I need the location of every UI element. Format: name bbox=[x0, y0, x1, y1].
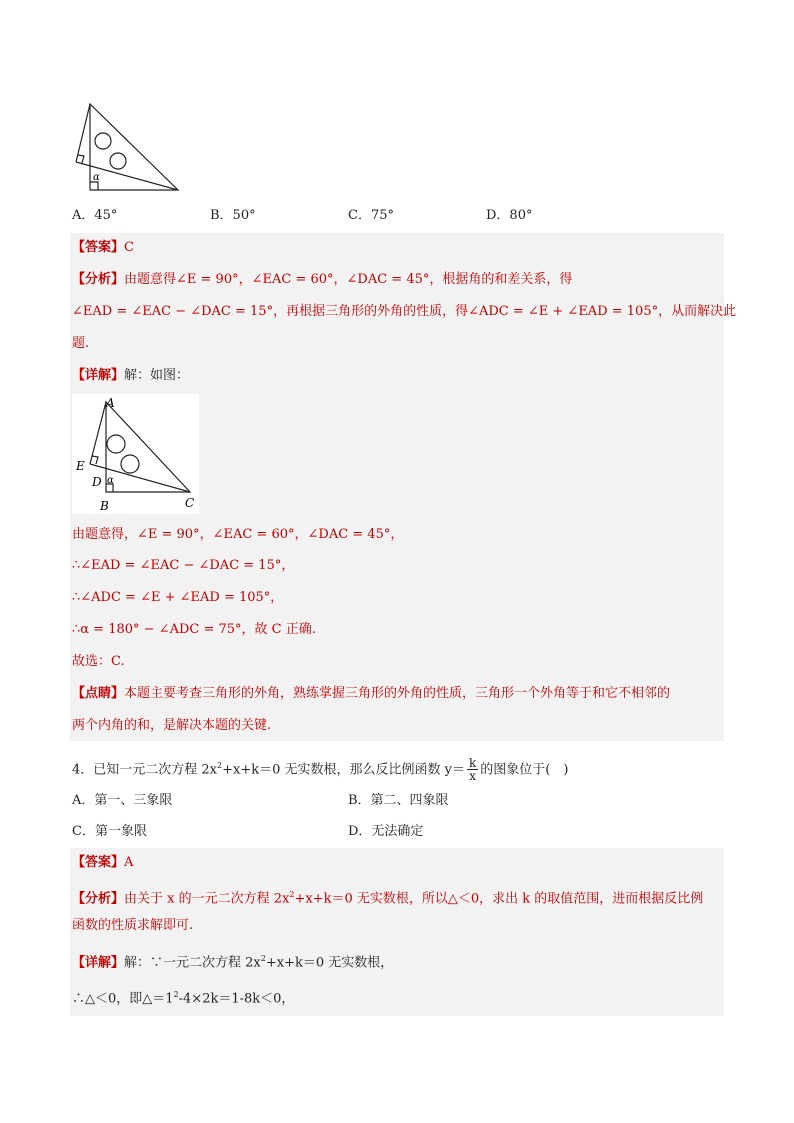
q4-option-b: B．第二、四象限 bbox=[348, 793, 449, 808]
q4-option-a: A．第一、三象限 bbox=[72, 793, 173, 808]
option-b: B．50° bbox=[210, 208, 256, 223]
alpha-label: α bbox=[107, 475, 114, 486]
analysis-text-post: +x+k＝0 无实数根，所以△＜0，求出 k 的取值范围，进而根据反比例 bbox=[294, 891, 704, 907]
detail-text: 解：如图： bbox=[124, 368, 190, 383]
answer-line-1 bbox=[72, 238, 134, 258]
option-d: D．80° bbox=[486, 208, 533, 223]
triangle-abc bbox=[106, 402, 190, 492]
q4-option-d: D．无法确定 bbox=[348, 824, 424, 839]
stem-part-3: 的图象位于( ) bbox=[480, 762, 569, 778]
circle-hole-1 bbox=[95, 133, 111, 149]
right-angle-e bbox=[78, 155, 84, 163]
comment-line-1 bbox=[72, 684, 670, 704]
fraction-numerator: k bbox=[468, 756, 477, 771]
detail-tag: 【详解】 bbox=[72, 955, 125, 971]
question-4-stem bbox=[72, 754, 568, 782]
answer-tag: 【答案】 bbox=[72, 855, 125, 870]
analysis-superscript: 2 bbox=[289, 890, 295, 899]
fraction-k-over-x bbox=[467, 757, 478, 782]
label-a: A bbox=[106, 396, 115, 410]
label-d: D bbox=[92, 475, 102, 489]
triangle-figure-2 bbox=[72, 394, 199, 514]
fraction-denominator: x bbox=[469, 769, 477, 784]
stem-superscript: 2 bbox=[217, 761, 223, 770]
analysis-text-pre: 由关于 x 的一元二次方程 2x bbox=[124, 891, 290, 907]
right-angle-b bbox=[90, 182, 98, 190]
answer-value: A bbox=[124, 855, 134, 870]
detail-line2-post: -4×2k＝1-8k＜0， bbox=[178, 991, 295, 1007]
alpha-label: α bbox=[93, 172, 100, 183]
detail-line2-superscript: 2 bbox=[173, 990, 179, 999]
stem-part-1: 4．已知一元二次方程 2x bbox=[72, 762, 218, 778]
answer-tag: 【答案】 bbox=[72, 240, 125, 255]
detail-2-line-1 bbox=[72, 949, 393, 973]
stem-part-2: +x+k＝0 无实数根，那么反比例函数 y＝ bbox=[222, 762, 465, 778]
detail-2-line-2 bbox=[72, 985, 294, 1009]
solution-line-3: ∴∠ADC = ∠E + ∠EAD = 105°， bbox=[72, 590, 284, 605]
option-c: C．75° bbox=[348, 208, 394, 223]
detail-line-1 bbox=[72, 366, 189, 386]
detail-line2-pre: ∴△＜0，即△＝1 bbox=[72, 991, 174, 1007]
detail-text-post: +x+k＝0 无实数根， bbox=[265, 955, 394, 971]
analysis-line-2: ∠EAD = ∠EAC − ∠DAC = 15°，再根据三角形的外角的性质，得∠ADC = ∠E + ∠EAD = 105°，从而解决此 bbox=[72, 304, 737, 319]
analysis-2-line-1 bbox=[72, 885, 703, 909]
figure-2-frame bbox=[72, 394, 199, 514]
detail-tag: 【详解】 bbox=[72, 368, 125, 383]
circle-hole-2 bbox=[110, 153, 126, 169]
outer-triangle bbox=[90, 104, 178, 190]
side-ec bbox=[90, 464, 190, 492]
circle-hole-2 bbox=[121, 455, 139, 473]
side-ae bbox=[76, 104, 90, 162]
analysis-text: 由题意得∠E = 90°，∠EAC = 60°，∠DAC = 45°，根据角的和差关系，得 bbox=[124, 272, 573, 287]
option-a: A．45° bbox=[72, 208, 118, 223]
comment-line-2: 两个内角的和，是解决本题的关键. bbox=[72, 718, 272, 733]
choice-line: 故选：C. bbox=[72, 654, 125, 669]
answer-value: C bbox=[124, 240, 134, 255]
detail-text-pre: 解：∵一元二次方程 2x bbox=[124, 955, 261, 971]
solution-line-4: ∴α = 180° − ∠ADC = 75°，故 C 正确. bbox=[72, 622, 316, 637]
label-b: B bbox=[100, 499, 109, 513]
label-e: E bbox=[76, 459, 85, 473]
solution-line-1: 由题意得，∠E = 90°，∠EAC = 60°，∠DAC = 45°， bbox=[72, 527, 404, 542]
label-c: C bbox=[185, 496, 195, 510]
analysis-line-3: 题. bbox=[72, 336, 90, 351]
comment-tag: 【点睛】 bbox=[72, 686, 125, 701]
q4-option-c: C．第一象限 bbox=[72, 824, 147, 839]
side-ae bbox=[90, 402, 106, 464]
detail-superscript: 2 bbox=[260, 954, 266, 963]
analysis-line-1 bbox=[72, 270, 572, 290]
comment-text: 本题主要考查三角形的外角，熟练掌握三角形的外角的性质，三角形一个外角等于和它不相邻的 bbox=[124, 686, 671, 701]
triangle-figure-1 bbox=[70, 98, 185, 194]
circle-hole-1 bbox=[107, 435, 125, 453]
side-ec bbox=[76, 162, 178, 190]
analysis-tag: 【分析】 bbox=[72, 891, 125, 907]
solution-line-2: ∴∠EAD = ∠EAC − ∠DAC = 15°， bbox=[72, 558, 295, 573]
analysis-2-line-2: 函数的性质求解即可. bbox=[72, 918, 194, 933]
answer-line-2 bbox=[72, 853, 133, 873]
analysis-tag: 【分析】 bbox=[72, 272, 125, 287]
right-angle-e bbox=[92, 456, 98, 464]
